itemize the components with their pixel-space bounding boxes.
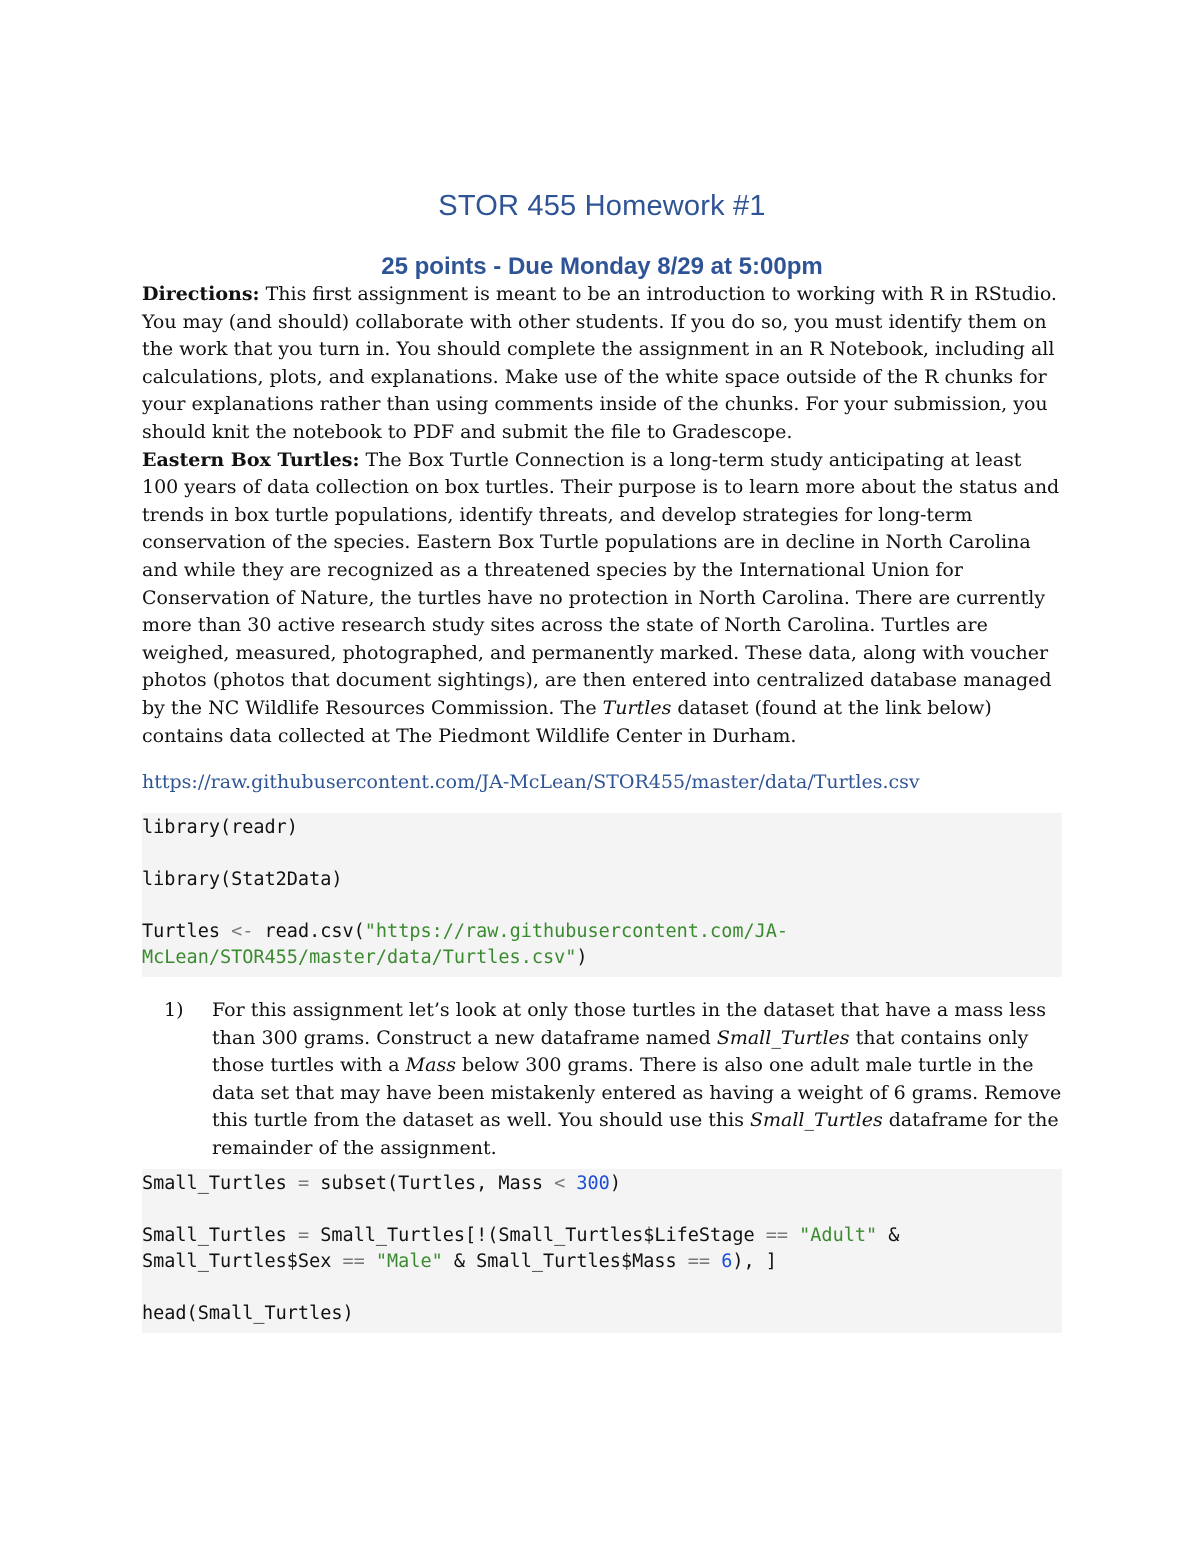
code-string: "Adult" xyxy=(799,1224,878,1246)
code-operator: < xyxy=(554,1172,566,1194)
code-line-blank xyxy=(142,841,1062,867)
turtles-paragraph xyxy=(142,447,1062,751)
code-line-blank xyxy=(142,1275,1062,1301)
question-italic-term: Small_Turtles xyxy=(716,1026,850,1049)
code-token: & Small_Turtles$Mass xyxy=(442,1250,688,1272)
code-line xyxy=(142,919,1062,945)
turtles-text-after: dataset (found at the link below) contains data collected at The Piedmont Wildlife Center in Durham. xyxy=(142,696,992,747)
code-token: Turtles xyxy=(142,921,232,943)
code-line-blank xyxy=(142,893,1062,919)
code-line: library(Stat2Data) xyxy=(142,869,343,891)
code-number: 6 xyxy=(721,1250,733,1272)
code-line xyxy=(142,1223,1062,1249)
code-operator: == xyxy=(765,1224,789,1246)
turtles-text-before: The Box Turtle Connection is a long-term study anticipating at least 100 years of data collection on box turtles. Their purpose is to learn more about the status and trends in box turtle populations, identify threats, and develop strategies for long-term conservation of the species. Eastern Box Turtle populations are in decline in North Carolina and while they are recognized as a threatened species by the International Union for Conservation of Nature, the turtles have no protection in North Carolina. There are currently more than 30 active research study sites across the state of North Carolina. Turtles are weighed, measured, photographed, and permanently marked. These data, along with voucher photos (photos that document sightings), are then entered into centralized database managed by the NC Wildlife Resources Commission. The xyxy=(142,448,1060,719)
page-subtitle: 25 points - Due Monday 8/29 at 5:00pm xyxy=(381,253,823,280)
code-token: Small_Turtles[!(Small_Turtles$LifeStage xyxy=(309,1224,766,1246)
code-line xyxy=(142,945,1062,971)
code-token: Small_Turtles$Sex xyxy=(142,1250,343,1272)
data-link[interactable]: https://raw.githubusercontent.com/JA-McLean/STOR455/master/data/Turtles.csv xyxy=(142,771,920,794)
code-token: subset(Turtles, Mass xyxy=(309,1172,555,1194)
code-chunk-load-data xyxy=(142,813,1062,977)
code-token: ) xyxy=(609,1172,621,1194)
code-token xyxy=(710,1251,721,1272)
question-italic-term: Mass xyxy=(405,1054,456,1077)
code-token xyxy=(565,1173,576,1194)
data-link-line xyxy=(142,768,1062,796)
code-line xyxy=(142,1249,1062,1275)
code-token: ), ] xyxy=(732,1250,777,1272)
code-operator: = xyxy=(297,1224,310,1246)
code-token: Small_Turtles xyxy=(142,1224,298,1246)
directions-paragraph xyxy=(142,281,1062,447)
code-chunk-small-turtles xyxy=(142,1169,1062,1333)
code-line: head(Small_Turtles) xyxy=(142,1302,354,1324)
question-text xyxy=(212,997,1062,1163)
code-line-blank xyxy=(142,1197,1062,1223)
code-token: Small_Turtles xyxy=(142,1172,298,1194)
question-1 xyxy=(142,997,1062,1163)
code-line xyxy=(142,1171,1062,1197)
code-token: read.csv( xyxy=(253,921,365,943)
question-number: 1) xyxy=(164,999,184,1022)
code-number: 300 xyxy=(576,1172,610,1194)
code-string: "https://raw.githubusercontent.com/JA- xyxy=(364,921,789,943)
question-italic-term: Small_Turtles xyxy=(750,1109,883,1132)
turtles-label: Eastern Box Turtles: xyxy=(142,448,360,471)
question-text-part: dataframe for the remainder of the assignment. xyxy=(212,1109,1059,1160)
code-string: McLean/STOR455/master/data/Turtles.csv" xyxy=(142,947,577,969)
code-operator: <- xyxy=(231,921,254,943)
code-operator: = xyxy=(297,1172,310,1194)
directions-text: This first assignment is meant to be an introduction to working with R in RStudio. You may (and should) collaborate with other students. If you do so, you must identify them on the work that you turn in. You should complete the assignment in an R Notebook, including all calculations, plots, and explanations. Make use of the white space outside of the R chunks for your explanations rather than using comments inside of the chunks. For your submission, you should knit the notebook to PDF and submit the file to Gradescope. xyxy=(142,283,1057,443)
code-line: library(readr) xyxy=(142,817,298,839)
question-text-part: For this assignment let’s look at only those turtles in the dataset that have a mass less than 300 grams. Construct a new dataframe named xyxy=(212,999,1046,1049)
question-text-part: that contains only those turtles with a xyxy=(212,1026,1029,1077)
code-string: "Male" xyxy=(375,1250,443,1272)
code-operator: == xyxy=(342,1250,365,1272)
page-title: STOR 455 Homework #1 xyxy=(438,190,766,222)
document-page xyxy=(142,190,1062,1333)
code-token: & xyxy=(877,1224,900,1246)
code-operator: == xyxy=(687,1250,711,1272)
directions-label: Directions: xyxy=(142,283,260,305)
code-token: ) xyxy=(576,947,588,969)
code-token xyxy=(788,1225,799,1246)
code-token xyxy=(365,1251,376,1272)
question-text-part: below 300 grams. There is also one adult male turtle in the data set that may have been mistakenly entered as having a weight of 6 grams. Remove this turtle from the dataset as well. You should use this xyxy=(212,1054,1062,1132)
turtles-dataset-name: Turtles xyxy=(602,696,672,719)
